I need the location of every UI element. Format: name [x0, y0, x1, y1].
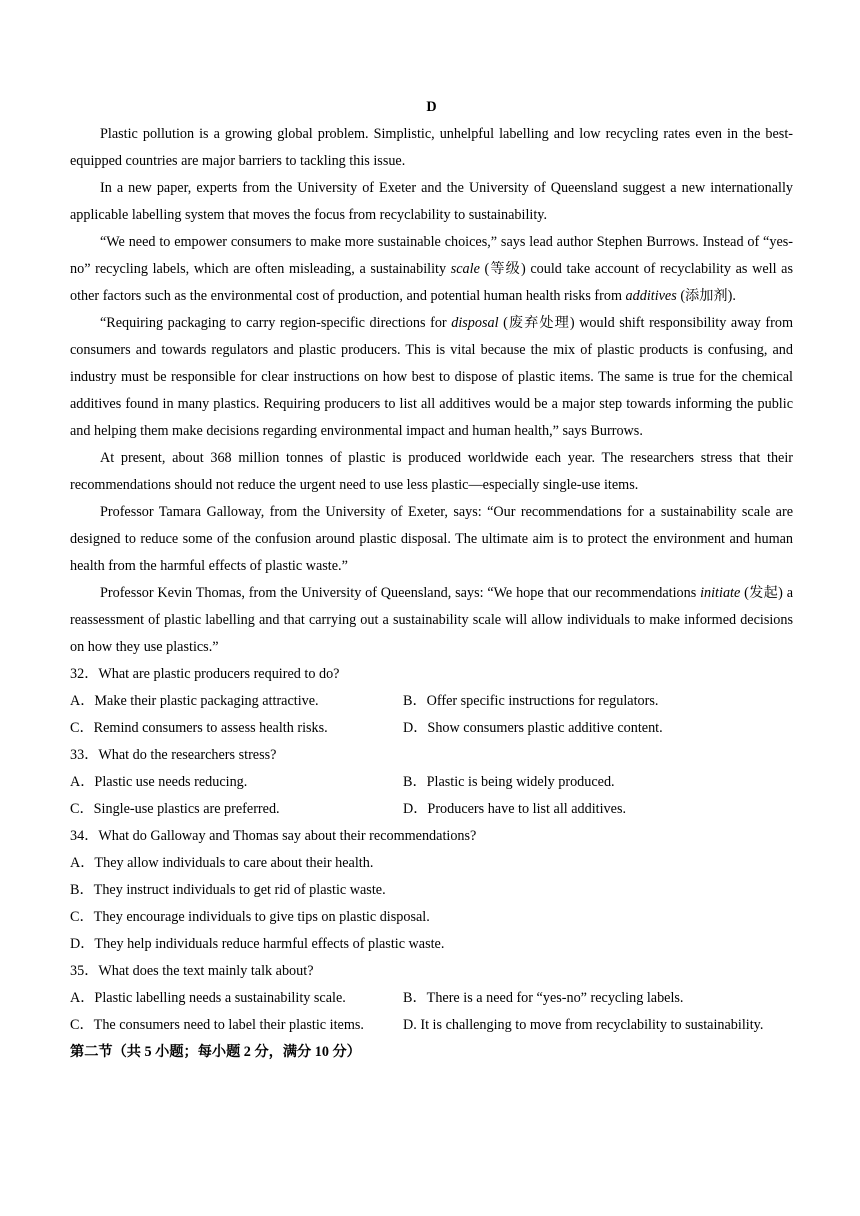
- passage-paragraph: In a new paper, experts from the University of Exeter and the University of Queensland suggest a new internationally applicable labelling system that moves the focus from recyclability to sustainability.: [70, 180, 793, 223]
- option-d[interactable]: D. It is challenging to move from recyclability to sustainability.: [403, 1017, 764, 1033]
- passage-paragraph: “We need to empower consumers to make more sustainable choices,” says lead author Stephen Burrows. Instead of “yes-no” recycling labels, which are often misleading, a sustainability scale (等级) could take account of recyclability as well as other factors such as the environmental cost of production, and potential human health risks from additives (添加剂).: [70, 234, 793, 304]
- passage-paragraph: “Requiring packaging to carry region-specific directions for disposal (废弃处理) would shift responsibility away from consumers and towards regulators and plastic producers. This is vital because the mix of plastic products is confusing, and industry must be responsible for clear instructions on how best to dispose of plastic items. The same is true for the chemical additives found in many plastics. Requiring producers to list all additives would be a major step towards informing the public and helping them make decisions regarding environmental impact and human health,” says Burrows.: [70, 315, 794, 439]
- option-b[interactable]: B．Plastic is being widely produced.: [403, 774, 615, 790]
- passage-paragraph: Professor Tamara Galloway, from the University of Exeter, says: “Our recommendations for a sustainability scale are designed to reduce some of the confusion around plastic disposal. The ultimate aim is to protect the environment and human health from the harmful effects of plastic waste.”: [70, 504, 793, 574]
- option-row: [70, 688, 793, 715]
- option-b[interactable]: B．Offer specific instructions for regulators.: [403, 693, 659, 709]
- option-a[interactable]: A．They allow individuals to care about their health.: [70, 855, 374, 871]
- vocab-term: disposal: [451, 315, 499, 331]
- option-b[interactable]: B．There is a need for “yes-no” recycling labels.: [403, 990, 684, 1006]
- option-d[interactable]: D．They help individuals reduce harmful effects of plastic waste.: [70, 936, 445, 952]
- passage-paragraph: At present, about 368 million tonnes of plastic is produced worldwide each year. The researchers stress that their recommendations should not reduce the urgent need to use less plastic—especially single-use items.: [70, 450, 793, 493]
- question-stem: 33．What do the researchers stress?: [70, 747, 277, 763]
- option-a[interactable]: A．Make their plastic packaging attractive.: [70, 693, 319, 709]
- option-row: [70, 1012, 793, 1039]
- question-stem: 32．What are plastic producers required to do?: [70, 666, 340, 682]
- vocab-term: additives: [625, 288, 677, 304]
- section-title: 第二节（共 5 小题；每小题 2 分，满分 10 分）: [70, 1044, 361, 1060]
- vocab-term: initiate: [700, 585, 741, 601]
- option-a[interactable]: A．Plastic use needs reducing.: [70, 774, 248, 790]
- document-page: [70, 94, 793, 1066]
- question-stem: 34．What do Galloway and Thomas say about their recommendations?: [70, 828, 477, 844]
- option-c[interactable]: C．Remind consumers to assess health risks.: [70, 720, 328, 736]
- option-row: [70, 985, 793, 1012]
- option-b[interactable]: B．They instruct individuals to get rid of plastic waste.: [70, 882, 386, 898]
- option-a[interactable]: A．Plastic labelling needs a sustainability scale.: [70, 990, 346, 1006]
- option-c[interactable]: C．The consumers need to label their plastic items.: [70, 1017, 364, 1033]
- question-stem: 35．What does the text mainly talk about?: [70, 963, 314, 979]
- option-c[interactable]: C．They encourage individuals to give tips on plastic disposal.: [70, 909, 430, 925]
- option-c[interactable]: C．Single-use plastics are preferred.: [70, 801, 280, 817]
- option-row: [70, 769, 793, 796]
- option-row: [70, 796, 793, 823]
- vocab-term: scale: [450, 261, 480, 277]
- passage-paragraph: Plastic pollution is a growing global problem. Simplistic, unhelpful labelling and low recycling rates even in the best-equipped countries are major barriers to tackling this issue.: [70, 126, 793, 169]
- option-d[interactable]: D．Show consumers plastic additive content.: [403, 720, 663, 736]
- option-d[interactable]: D．Producers have to list all additives.: [403, 801, 627, 817]
- option-row: [70, 715, 793, 742]
- passage-letter: D: [426, 99, 437, 115]
- passage-paragraph: Professor Kevin Thomas, from the University of Queensland, says: “We hope that our recommendations initiate (发起) a reassessment of plastic labelling and that carrying out a sustainability scale will allow individuals to make informed decisions on how they use plastics.”: [70, 585, 793, 655]
